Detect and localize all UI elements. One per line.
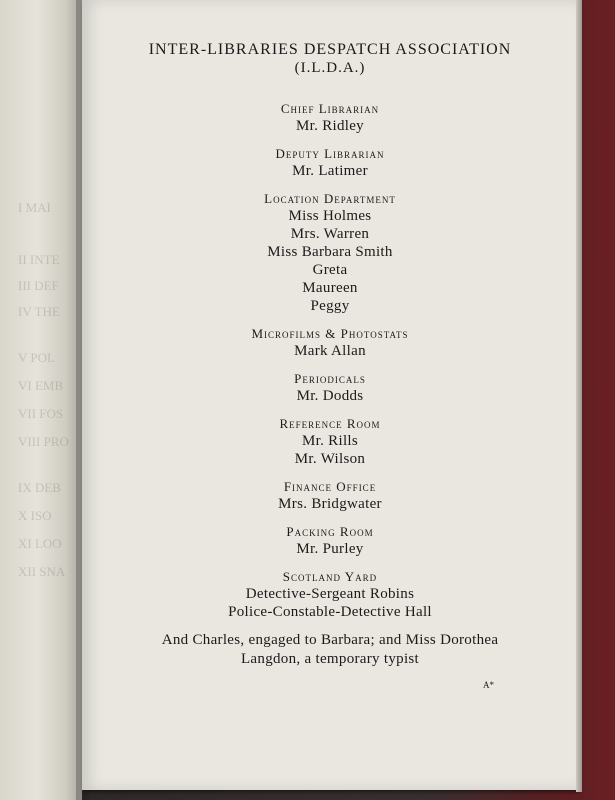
section-heading: Packing Room	[286, 524, 374, 539]
ghost-line: IX DEB	[18, 480, 61, 495]
section-reference-room	[82, 415, 578, 468]
person-name: Mr. Rills	[301, 433, 359, 449]
person-name: Mr. Wilson	[294, 451, 366, 467]
closing-line-2: Langdon, a temporary typist	[240, 651, 420, 667]
person-name: Miss Barbara Smith	[267, 244, 393, 260]
person-name: Detective-Sergeant Robins	[245, 586, 415, 602]
person-name: Greta	[312, 262, 348, 278]
ghost-line: XI LOO	[18, 536, 62, 551]
person-name: Mark Allan	[294, 343, 366, 359]
section-heading: Finance Office	[283, 479, 377, 494]
ghost-line: X ISO	[18, 508, 52, 523]
right-page	[82, 0, 578, 790]
ghost-line: I MAI	[18, 200, 51, 215]
person-name: Mrs. Warren	[290, 226, 370, 242]
person-name: Maureen	[302, 280, 358, 296]
closing-note	[82, 631, 578, 669]
left-page	[0, 0, 82, 800]
person-name: Mr. Dodds	[296, 388, 364, 404]
section-heading: Periodicals	[294, 371, 366, 386]
ghost-line: XII SNA	[18, 564, 66, 579]
section-chief-librarian	[82, 100, 578, 135]
section-heading: Location Department	[264, 191, 396, 206]
person-name: Mr. Latimer	[292, 163, 368, 179]
section-scotland-yard	[82, 568, 578, 621]
ghost-line: II INTE	[18, 252, 60, 267]
page-edge	[576, 0, 582, 792]
section-microfilms	[82, 325, 578, 360]
signature-mark: A*	[483, 680, 494, 690]
person-name: Police-Constable-Detective Hall	[228, 604, 432, 620]
person-name: Mr. Ridley	[295, 118, 364, 134]
ghost-line: VII FOS	[18, 406, 64, 421]
section-heading: Deputy Librarian	[275, 146, 385, 161]
ghost-line: IV THE	[18, 304, 60, 319]
ghost-line: VIII PRO	[18, 434, 69, 449]
section-heading: Microfilms & Photostats	[251, 326, 409, 341]
ghost-line: V POL	[18, 350, 55, 365]
closing-line-1: And Charles, engaged to Barbara; and Miss Dorothea	[161, 632, 499, 648]
section-heading: Reference Room	[279, 416, 381, 431]
section-heading: Scotland Yard	[282, 569, 378, 584]
ghost-line: VI EMB	[18, 378, 64, 393]
section-periodicals	[82, 370, 578, 405]
person-name: Peggy	[310, 298, 350, 314]
ghost-line: III DEF	[18, 278, 59, 293]
page-subtitle: (I.L.D.A.)	[294, 60, 366, 76]
section-finance-office	[82, 478, 578, 513]
section-location-department	[82, 190, 578, 315]
section-deputy-librarian	[82, 145, 578, 180]
person-name: Mrs. Bridgwater	[278, 496, 382, 512]
person-name: Miss Holmes	[288, 208, 372, 224]
page-title: INTER-LIBRARIES DESPATCH ASSOCIATION	[148, 41, 512, 58]
section-packing-room	[82, 523, 578, 558]
dramatis-personae	[82, 40, 578, 669]
person-name: Mr. Purley	[296, 541, 364, 557]
section-heading: Chief Librarian	[280, 101, 380, 116]
